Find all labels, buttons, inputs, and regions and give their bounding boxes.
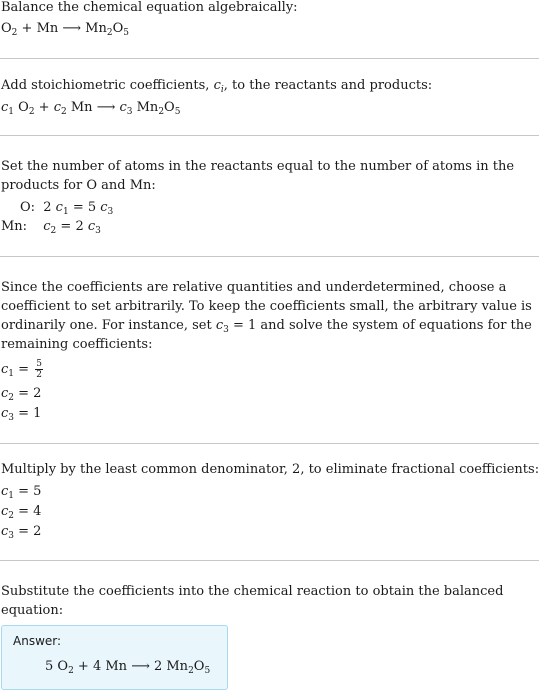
coefficients-instruction: Add stoichiometric coefficients, $c_i$, to the reactants and products: bbox=[1, 78, 433, 95]
solution-c2: $c_2 = 2$ bbox=[1, 386, 42, 403]
answer-box bbox=[1, 625, 228, 690]
atoms-text-1: Set the number of atoms in the reactants equal to the number of atoms in the bbox=[1, 159, 515, 174]
scaled-c3: $c_3 = 2$ bbox=[1, 524, 42, 541]
choose-text-2: coefficient to set arbitrarily. To keep the coefficients small, the arbitrary value is bbox=[1, 299, 532, 314]
arrow: ⟶ bbox=[62, 21, 82, 36]
balanced-equation: 5 $O_2 + 4$ Mn ⟶ 2 $Mn_2O_5$ bbox=[45, 659, 211, 676]
choose-text-4: remaining coefficients: bbox=[1, 337, 153, 352]
o-label: O: bbox=[19, 200, 35, 215]
fraction: $\frac{5}{2}$ bbox=[36, 359, 42, 380]
unbalanced-equation: $O_2 + Mn$ ⟶ $Mn_2O_5$ bbox=[1, 21, 129, 38]
scaled-c1: $c_1 = 5$ bbox=[1, 484, 42, 501]
substitute-text-2: equation: bbox=[1, 603, 64, 618]
divider bbox=[0, 443, 539, 444]
divider bbox=[0, 560, 539, 561]
solution-c3: $c_3 = 1$ bbox=[1, 406, 42, 423]
scaled-c2: $c_2 = 4$ bbox=[1, 504, 42, 521]
answer-label: Answer: bbox=[13, 634, 62, 648]
mn2o5-formula: $Mn_2O_5$ bbox=[81, 21, 129, 38]
choose-text-1: Since the coefficients are relative quantities and underdetermined, choose a bbox=[1, 280, 507, 295]
mn-label: Mn: bbox=[1, 219, 28, 234]
coefficient-equation: $c_1$ $O_2 + c_2$ Mn ⟶ $c_3$ $Mn_2O_5$ bbox=[1, 100, 181, 117]
substitute-text-1: Substitute the coefficients into the chemical reaction to obtain the balanced bbox=[1, 584, 504, 599]
solution-c1: $c_1$ = $\frac{5}{2}$ bbox=[1, 359, 42, 380]
intro-text: Balance the chemical equation algebraically: bbox=[1, 0, 298, 15]
divider bbox=[0, 135, 539, 136]
arrow: ⟶ bbox=[96, 100, 116, 115]
o-balance-row: O: 2 $c_1 = 5$ $c_3$ bbox=[1, 200, 113, 217]
divider bbox=[0, 58, 539, 59]
mn-balance-row: Mn: $c_2 = 2$ $c_3$ bbox=[1, 219, 101, 236]
multiply-text: Multiply by the least common denominator, 2, to eliminate fractional coefficients: bbox=[1, 462, 539, 477]
divider bbox=[0, 256, 539, 257]
choose-text-3: ordinarily one. For instance, set $c_3 = 1$ and solve the system of equations for the bbox=[1, 318, 532, 335]
atoms-text-2: products for O and Mn: bbox=[1, 178, 156, 193]
o2-formula: $O_2$ bbox=[1, 21, 18, 38]
arrow: ⟶ bbox=[131, 659, 150, 674]
